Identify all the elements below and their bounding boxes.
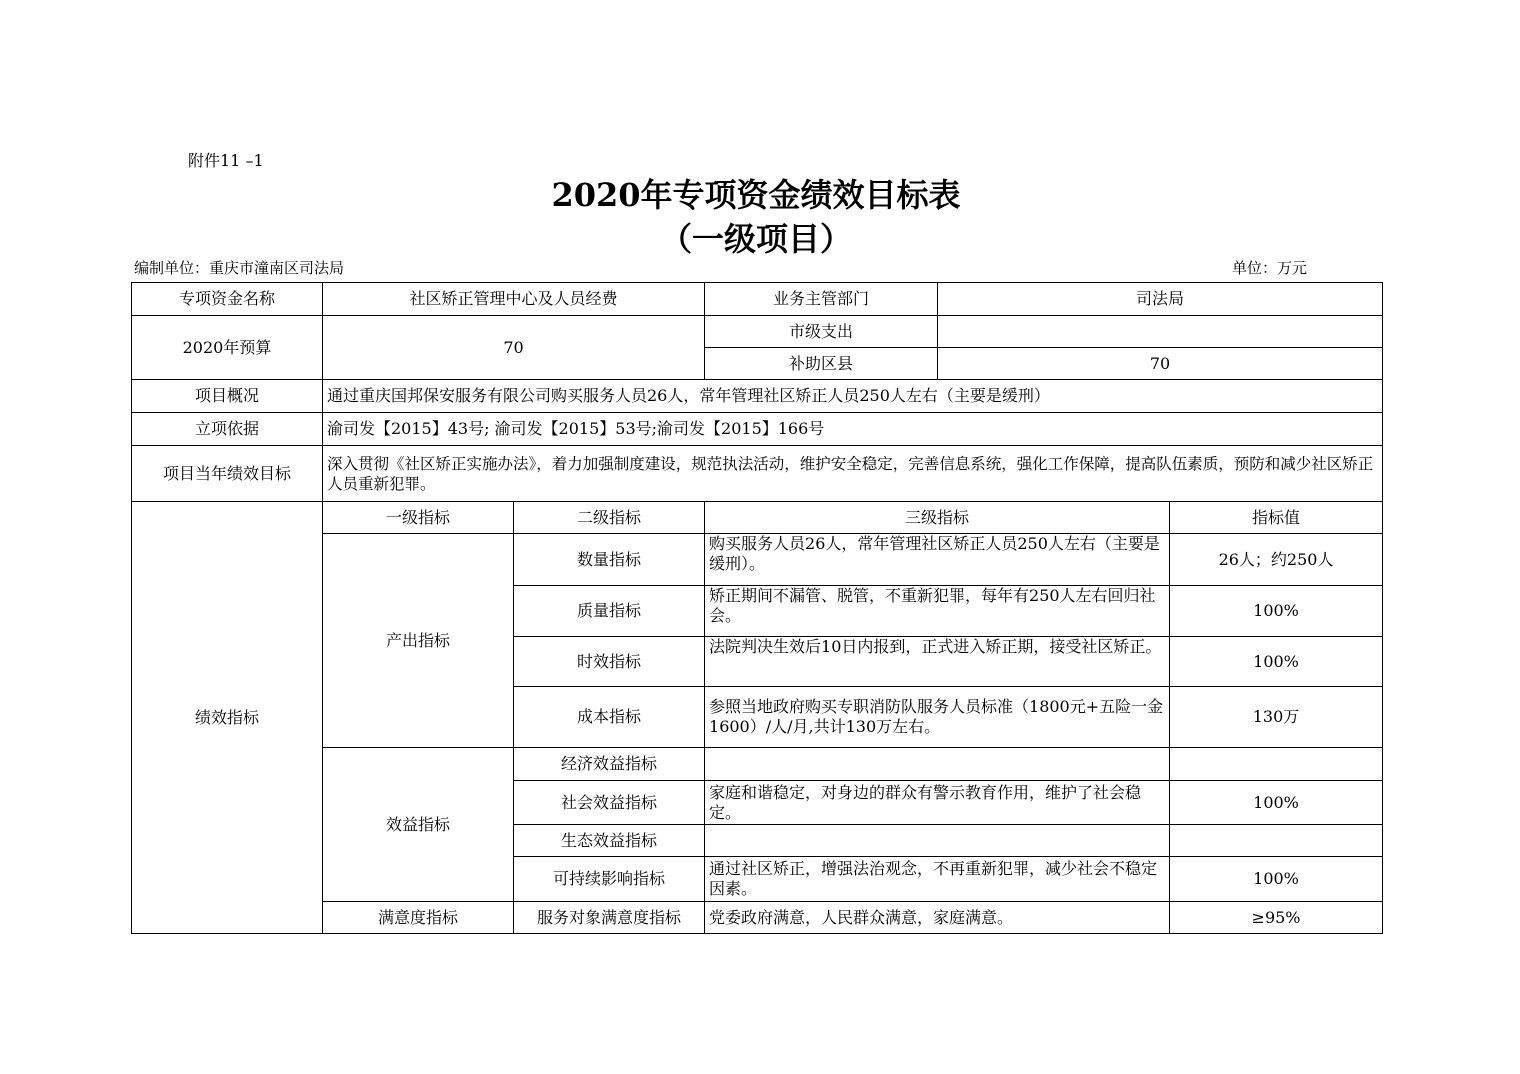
header-value: 指标值 xyxy=(1170,502,1383,534)
header-level2: 二级指标 xyxy=(514,502,705,534)
performance-table xyxy=(131,282,1383,934)
level2-cell: 生态效益指标 xyxy=(514,825,705,857)
basis-label: 立项依据 xyxy=(132,413,323,446)
level3-cell: 购买服务人员26人，常年管理社区矫正人员250人左右（主要是缓刑）。 xyxy=(705,534,1170,586)
goal-label: 项目当年绩效目标 xyxy=(132,446,323,502)
output-indicator-label: 产出指标 xyxy=(323,534,514,748)
goal-value: 深入贯彻《社区矫正实施办法》，着力加强制度建设，规范执法活动，维护安全稳定，完善信息系统，强化工作保障，提高队伍素质，预防和减少社区矫正人员重新犯罪。 xyxy=(323,446,1383,502)
level2-cell: 可持续影响指标 xyxy=(514,857,705,902)
level2-cell: 服务对象满意度指标 xyxy=(514,902,705,934)
level3-cell: 矫正期间不漏管、脱管，不重新犯罪，每年有250人左右回归社会。 xyxy=(705,586,1170,637)
value-cell: 100% xyxy=(1170,781,1383,825)
basis-value: 渝司发【2015】43号; 渝司发【2015】53号;渝司发【2015】166号 xyxy=(323,413,1383,446)
city-expense-label: 市级支出 xyxy=(705,316,938,348)
subsidy-label: 补助区县 xyxy=(705,348,938,380)
page-title: 2020年专项资金绩效目标表 xyxy=(551,176,961,214)
level2-cell: 经济效益指标 xyxy=(514,748,705,781)
level3-cell: 通过社区矫正，增强法治观念，不再重新犯罪，减少社会不稳定因素。 xyxy=(705,857,1170,902)
header-level3: 三级指标 xyxy=(705,502,1170,534)
level3-cell: 参照当地政府购买专职消防队服务人员标准（1800元+五险一金1600）/人/月,共计130万左右。 xyxy=(705,687,1170,748)
fund-name-label: 专项资金名称 xyxy=(132,283,323,316)
value-cell xyxy=(1170,825,1383,857)
level3-cell: 家庭和谐稳定，对身边的群众有警示教育作用，维护了社会稳定。 xyxy=(705,781,1170,825)
fund-name-value: 社区矫正管理中心及人员经费 xyxy=(323,283,705,316)
level3-cell xyxy=(705,825,1170,857)
level3-cell: 党委政府满意，人民群众满意，家庭满意。 xyxy=(705,902,1170,934)
level2-cell: 质量指标 xyxy=(514,586,705,637)
value-cell: 100% xyxy=(1170,586,1383,637)
level3-cell xyxy=(705,748,1170,781)
satisfaction-indicator-label: 满意度指标 xyxy=(323,902,514,934)
indicators-section-label: 绩效指标 xyxy=(132,502,323,934)
level2-cell: 数量指标 xyxy=(514,534,705,586)
attachment-number: 附件11 –1 xyxy=(188,151,264,170)
subsidy-value: 70 xyxy=(938,348,1383,380)
benefit-indicator-label: 效益指标 xyxy=(323,748,514,902)
header-level1: 一级指标 xyxy=(323,502,514,534)
dept-label: 业务主管部门 xyxy=(705,283,938,316)
dept-value: 司法局 xyxy=(938,283,1383,316)
value-cell: 100% xyxy=(1170,857,1383,902)
value-cell: 100% xyxy=(1170,637,1383,687)
overview-label: 项目概况 xyxy=(132,380,323,413)
level2-cell: 成本指标 xyxy=(514,687,705,748)
level3-cell: 法院判决生效后10日内报到，正式进入矫正期，接受社区矫正。 xyxy=(705,637,1170,687)
overview-value: 通过重庆国邦保安服务有限公司购买服务人员26人，常年管理社区矫正人员250人左右（主要是缓刑） xyxy=(323,380,1383,413)
org-unit: 编制单位：重庆市潼南区司法局 xyxy=(134,259,345,277)
budget-value: 70 xyxy=(323,316,705,380)
value-cell: 26人；约250人 xyxy=(1170,534,1383,586)
value-cell xyxy=(1170,748,1383,781)
value-cell: 130万 xyxy=(1170,687,1383,748)
level2-cell: 时效指标 xyxy=(514,637,705,687)
value-cell: ≥95% xyxy=(1170,902,1383,934)
level2-cell: 社会效益指标 xyxy=(514,781,705,825)
budget-label: 2020年预算 xyxy=(132,316,323,380)
city-expense-value xyxy=(938,316,1383,348)
money-unit: 单位：万元 xyxy=(1232,259,1308,277)
page-subtitle: （一级项目） xyxy=(659,220,852,258)
